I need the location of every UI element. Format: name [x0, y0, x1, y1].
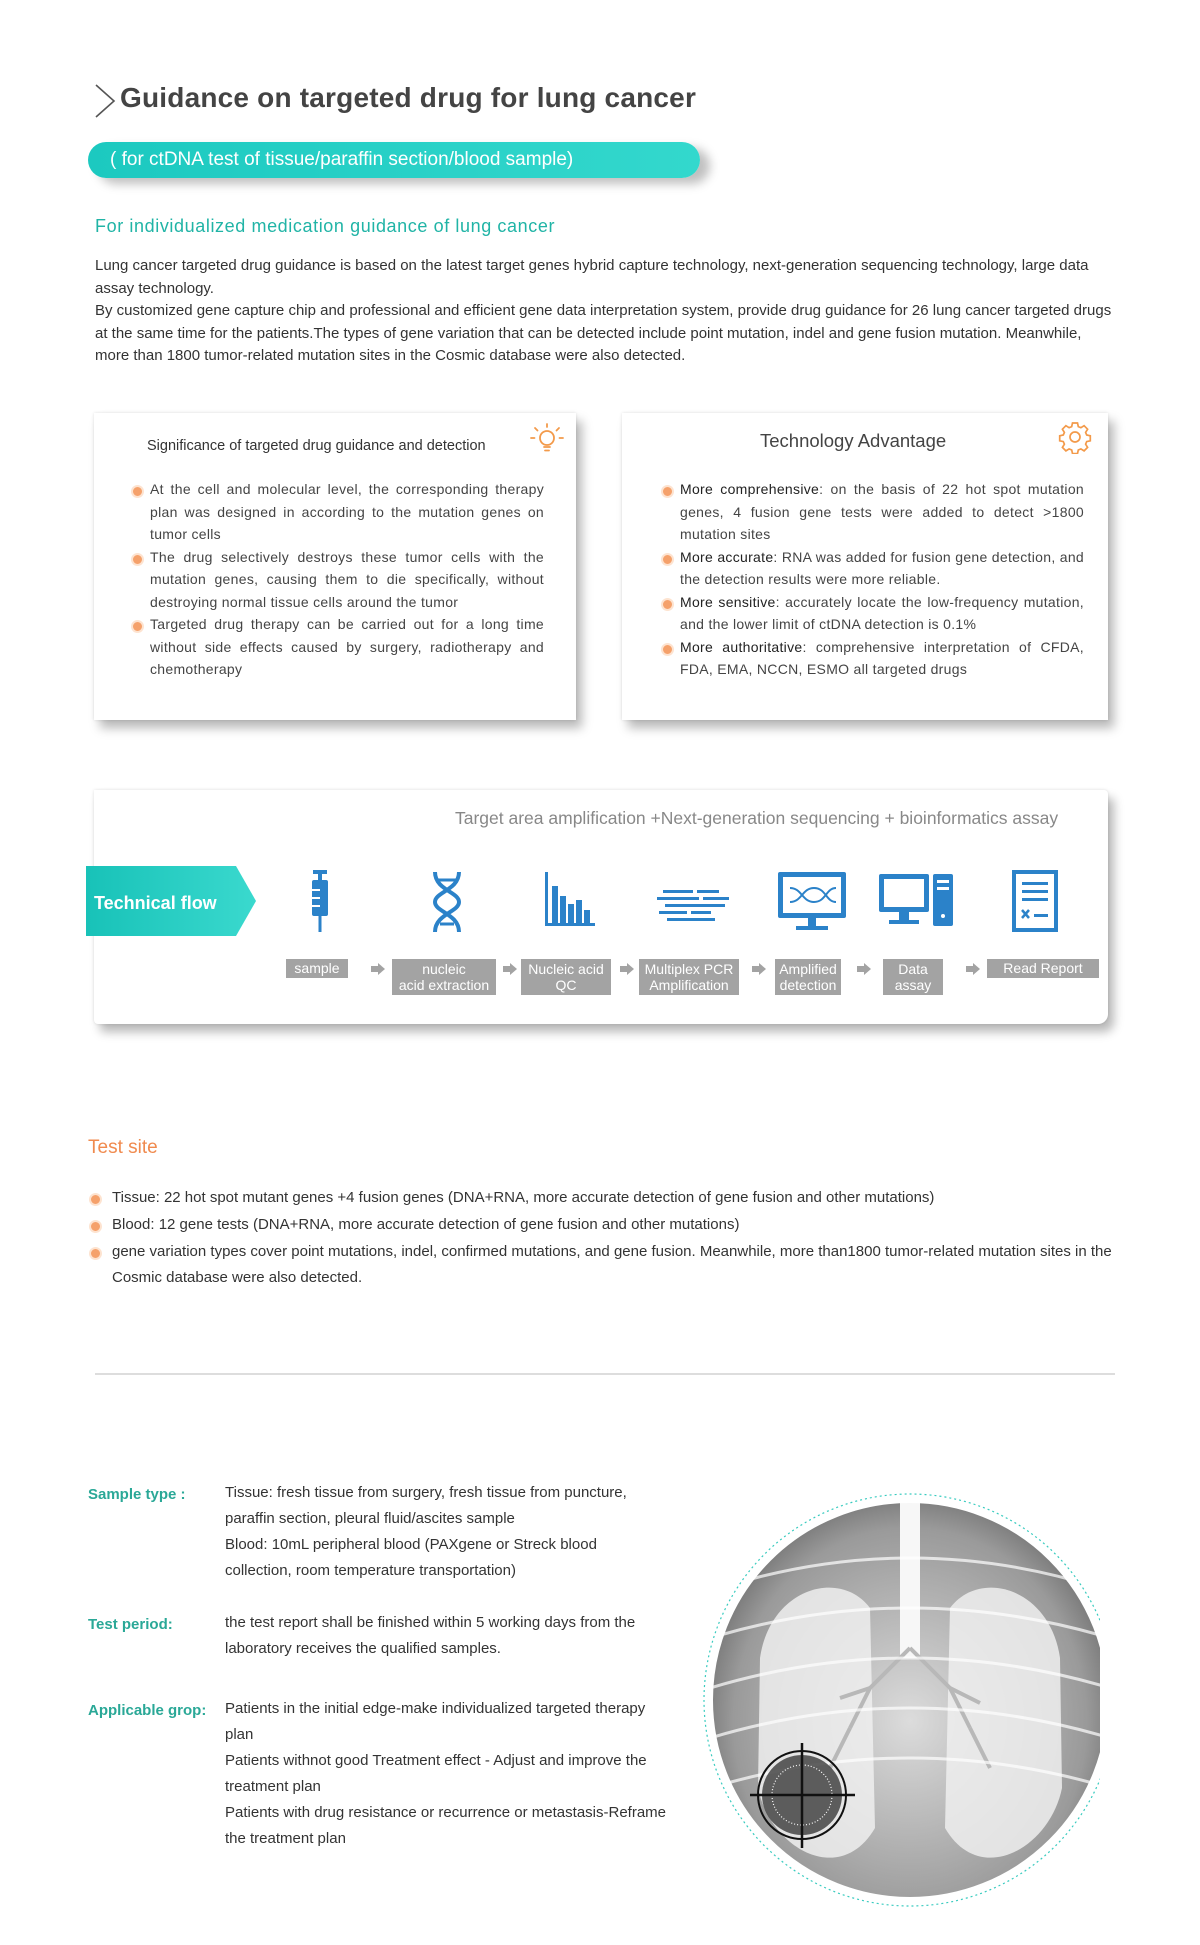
monitor-dna-icon	[772, 870, 852, 934]
intro-paragraph-2: By customized gene capture chip and professional and efficient gene data interpretation system, provide drug guidance for 26 lung cancer targeted drugs at the same time for the patients.The types of gene variation that can be detected include point mutation, indel and gene fusion mutation. Meanwhile, more than 1800 tumor-related mutation sites in the Cosmic database were also detected.	[95, 302, 1112, 364]
computer-icon	[877, 870, 957, 934]
syringe-icon	[280, 870, 360, 934]
list-item-text: : RNA was added for fusion gene detection, and the detection results were more reliable.	[680, 548, 1084, 587]
flow-step-label: detection	[779, 977, 837, 993]
list-item: Targeted drug therapy can be carried out for a long time without side effects caused by surgery, radiotherapy and chemotherapy	[130, 613, 544, 681]
list-item	[660, 478, 1084, 546]
list-item-key: Blood	[112, 1216, 151, 1233]
list-item-key: More sensitive	[680, 593, 776, 610]
flow-arrow-icon	[620, 963, 634, 975]
sample-type-tissue-key: Tissue	[225, 1484, 269, 1501]
list-item-key: Tissue	[112, 1189, 156, 1206]
flow-step-extraction	[392, 959, 496, 995]
technical-flow-heading: Target area amplification +Next-generation sequencing + bioinformatics assay	[455, 808, 1059, 828]
flow-step-report	[987, 959, 1099, 978]
list-item-text: gene variation types cover point mutations, indel, confirmed mutations, and gene fusion. Meanwhile, more than1800 tumor-related mutation sites in the Cosmic database were also detected.	[112, 1243, 1112, 1286]
applicable-group-item: Patients with drug resistance or recurrence or metastasis-Reframe the treatment plan	[225, 1804, 667, 1847]
flow-step-label: Amplified	[779, 961, 837, 977]
test-period-value: the test report shall be finished within 5 working days from the laboratory receives the qualified samples.	[225, 1614, 636, 1657]
flow-step-label: QC	[555, 977, 577, 993]
list-item: The drug selectively destroys these tumor cells with the mutation genes, causing them to die specifically, without destroying normal tissue cells around the tumor	[130, 546, 544, 614]
advantage-list	[660, 478, 1084, 681]
gear-icon	[1058, 420, 1092, 454]
dna-icon	[407, 870, 487, 934]
section-subtitle: For individualized medication guidance of lung cancer	[95, 216, 556, 236]
list-item	[660, 636, 1084, 681]
list-item	[88, 1239, 1120, 1291]
divider	[95, 1373, 1115, 1375]
flow-step-detection	[775, 959, 841, 995]
sequence-bands-icon	[653, 870, 733, 934]
list-item-key: More comprehensive	[680, 481, 820, 497]
list-item	[88, 1185, 1120, 1211]
flow-arrow-icon	[503, 963, 517, 975]
sample-type-blood-text: : 10mL peripheral blood (PAXgene or Streck blood collection, room temperature transportation)	[225, 1536, 597, 1579]
flow-step-qc	[521, 959, 611, 995]
sample-type-tissue-text: : fresh tissue from surgery, fresh tissue from puncture, paraffin section, pleural fluid/ascites sample	[225, 1484, 627, 1527]
technical-flow-label: Technical flow	[94, 893, 217, 913]
advantage-title: Technology Advantage	[760, 430, 947, 451]
applicable-group-label: Applicable grop:	[88, 1702, 207, 1719]
flow-step-label: assay	[894, 977, 932, 993]
applicable-group-item: Patients withnot good Treatment effect - Adjust and improve the treatment plan	[225, 1752, 647, 1795]
test-site-list	[88, 1185, 1120, 1292]
flow-arrow-icon	[371, 963, 385, 975]
flow-arrow-icon	[857, 963, 871, 975]
significance-list	[130, 478, 544, 681]
intro-paragraph-1: Lung cancer targeted drug guidance is based on the latest target genes hybrid capture technology, next-generation sequencing technology, large data assay technology.	[95, 257, 1089, 297]
sample-type-blood	[225, 1532, 667, 1584]
flow-step-label: acid extraction	[398, 977, 490, 993]
applicable-group-item: Patients in the initial edge-make individualized targeted therapy plan	[225, 1700, 646, 1743]
list-item-text: : 22 hot spot mutant genes +4 fusion genes (DNA+RNA, more accurate detection of gene fusion and other mutations)	[155, 1189, 935, 1206]
flow-step-pcr	[639, 959, 739, 995]
sample-type-label: Sample type :	[88, 1486, 186, 1503]
flow-step-label: Read Report	[1003, 960, 1083, 976]
flow-arrow-icon	[966, 963, 980, 975]
sample-type-tissue	[225, 1480, 667, 1532]
chevron-right-icon	[94, 84, 116, 118]
list-item-text: : comprehensive interpretation of CFDA, FDA, EMA, NCCN, ESMO all targeted drugs	[680, 638, 1084, 677]
report-icon	[994, 870, 1074, 934]
flow-arrow-icon	[752, 963, 766, 975]
bar-chart-icon	[528, 870, 608, 934]
flow-step-label: Amplification	[649, 977, 729, 993]
flow-step-label: Nucleic acid	[528, 961, 604, 977]
list-item-text: : on the basis of 22 hot spot mutation genes, 4 fusion gene tests were added to detect >1800 mutation sites	[680, 481, 1085, 542]
list-item-text: : 12 gene tests (DNA+RNA, more accurate detection of gene fusion and other mutations)	[150, 1216, 740, 1233]
sample-type-value	[225, 1480, 667, 1584]
sample-scope-banner: ( for ctDNA test of tissue/paraffin section/blood sample)	[88, 142, 700, 178]
list-item-text: : accurately locate the low-frequency mutation, and the lower limit of ctDNA detection is 0.1%	[680, 593, 1084, 632]
sample-type-blood-key: Blood	[225, 1536, 264, 1553]
test-site-title: Test site	[88, 1137, 158, 1158]
list-item	[660, 546, 1084, 591]
list-item-key: More authoritative	[680, 638, 803, 655]
list-item	[88, 1212, 1120, 1238]
list-item	[660, 591, 1084, 636]
test-period-label: Test period:	[88, 1616, 173, 1633]
list-item-key: More accurate	[680, 548, 774, 565]
flow-step-label: sample	[294, 960, 340, 976]
page-title: Guidance on targeted drug for lung cancer	[120, 82, 697, 113]
intro-text	[95, 255, 1115, 368]
flow-step-sample	[286, 959, 348, 978]
applicable-group-value	[225, 1696, 667, 1852]
flow-step-assay	[883, 959, 943, 995]
lung-xray-image	[700, 1468, 1100, 1928]
flow-step-label: nucleic	[422, 961, 466, 977]
flow-step-label: Data	[898, 961, 928, 977]
list-item: At the cell and molecular level, the corresponding therapy plan was designed in according to the mutation genes on tumor cells	[130, 478, 544, 546]
lightbulb-icon	[530, 422, 564, 456]
flow-step-label: Multiplex PCR	[644, 961, 734, 977]
significance-title: Significance of targeted drug guidance and detection	[147, 438, 486, 454]
